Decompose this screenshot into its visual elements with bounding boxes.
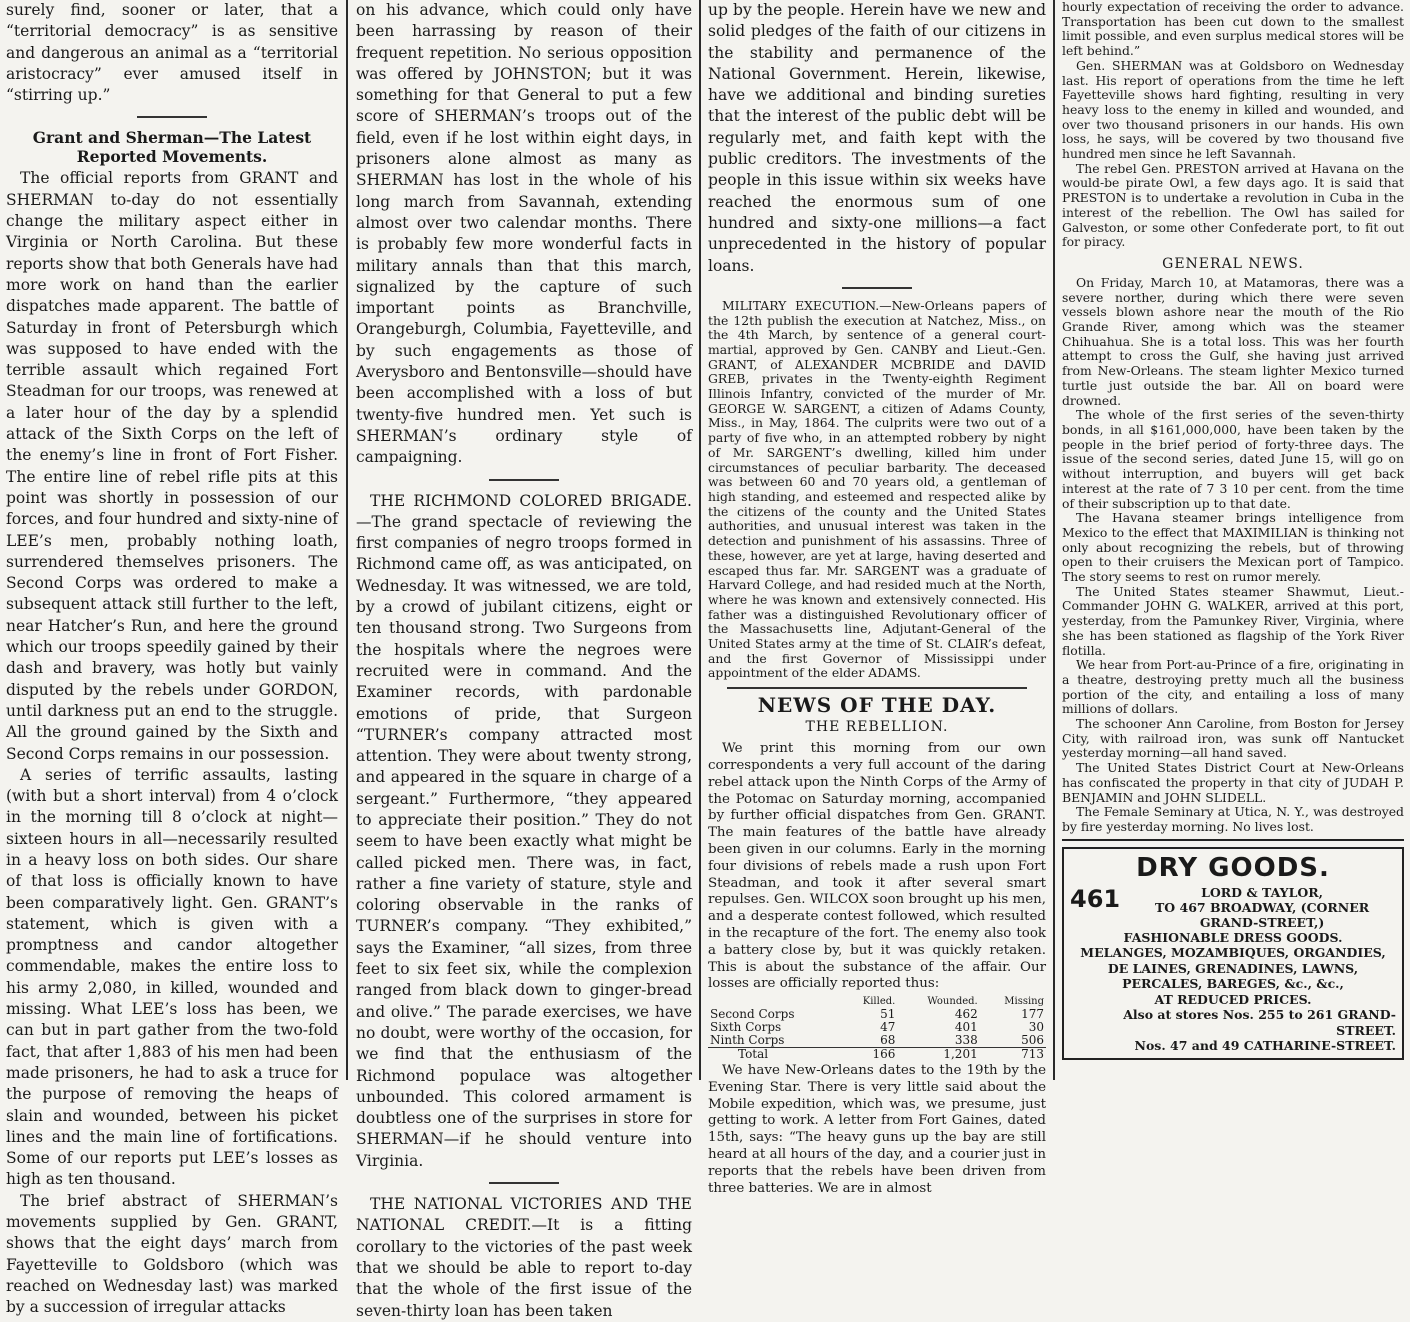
table-cell: Sixth Corps [710,1020,782,1035]
table-cell: 1,201 [897,1048,979,1062]
column-4 [1058,0,1408,1080]
paragraph: The United States District Court at New-Orleans has confiscated the property in that city of JUDAH P. BENJAMIN and JOHN SLIDELL. [1062,760,1404,805]
divider [842,287,912,289]
paragraph: We print this morning from our own correspondents a very full account of the daring rebel attack upon the Ninth Corps of the Army of the Potomac on Saturday morning, accompanied by further official dispatches from Gen. GRANT. The main features of the battle have already been given in our columns. Early in the morning four divisions of rebels made a rush upon Fort Steadman, and took it after several smart repulses. Gen. WILCOX soon brought up his men, and a desperate contest followed, which resulted in the recapture of the fort. The enemy also took a battery close by, but it was quickly retaken. This is about the substance of the affair. Our losses are officially reported thus: [708,741,1046,992]
column-2 [352,0,696,1320]
article-military-execution: MILITARY EXECUTION.—New-Orleans papers of the 12th publish the execution at Natchez, Miss., on the 4th March, by sentence of a general court-martial, approved by Gen. CANBY and Lieut.-Gen. GRANT, of ALEXANDER MCBRIDE and DAVID GREB, privates in the Twenty-eighth Regiment Illinois Infantry, convicted of the murder of Mr. GEORGE W. SARGENT, a citizen of Adams County, Miss., in May, 1864. The culprits were two out of a party of five who, in an attempted robbery by night of Mr. SARGENT’s dwelling, killed him under circumstances of peculiar barbarity. The deceased was between 60 and 70 years old, a gentleman of high standing, and esteemed and respected alike by the citizens of the county and the United States authorities, and unusual interest was taken in the detection and punishment of his assassins. Three of these, however, are yet at large, having deserted and escaped thus far. Mr. SARGENT was a graduate of Harvard College, and had resided much at the North, where he was known and extensively connected. His father was a distinguished Revolutionary officer of the Massachusetts line, Adjutant-General of the United States army at the time of St. CLAIR’s defeat, and the first Governor of Mississippi under appointment of the elder ADAMS. [708,297,1046,681]
column-1 [2,0,342,1317]
table-header-cell: Wounded. [927,996,978,1008]
table-cell: 713 [980,1048,1046,1062]
paragraph: The Havana steamer brings intelligence from Mexico to the effect that MAXIMILIAN is thinking not only about recognizing the rebels, but of throwing open to their cruisers the Mexican port of Tampico. The story seems to rest on rumor merely. [1062,510,1404,585]
paragraph: On Friday, March 10, at Matamoras, there was a severe norther, during which there were seven vessels blown ashore near the mouth of the Rio Grande River, among which was the steamer Chihuahua. She is a total loss. This was her fourth attempt to cross the Gulf, she having just arrived from New-Orleans. The steam lighter Mexico turned turtle just outside the bar. All on board were drowned. [1062,274,1404,408]
dry-goods-advertisement [1062,847,1404,1060]
table-cell: 51 [880,1007,896,1022]
paragraph: on his advance, which could only have been harrassing by reason of their frequent repetition. No serious opposition was offered by JOHNSTON; but it was something for that General to put a few score of SHERMAN’s troops out of the field, even if he lost within eight days, in prisoners alone almost as many as SHERMAN has lost in the whole of his long march from Savannah, extending almost over two calendar months. There is probably few more wonderful facts in military annals than that this march, signalized by the capture of such important points as Branchville, Orangeburgh, Columbia, Fayetteville, and by such engagements as those of Averysboro and Bentonsville—should have been accomplished with a loss of but twenty-five hundred men. Yet such is SHERMAN’s ordinary style of campaigning. [356,1,692,467]
paragraph: The Female Seminary at Utica, N. Y., was destroyed by fire yesterday morning. No lives lost. [1062,804,1404,834]
ad-line: FASHIONABLE DRESS GOODS. [1123,929,1343,945]
paragraph: We hear from Port-au-Prince of a fire, originating in a theatre, destroying pretty much all the business portion of the city, and entailing a loss of many millions of dollars. [1062,657,1404,717]
divider [489,1182,559,1184]
rebellion-subhead: THE REBELLION. [805,719,949,736]
table-cell: Ninth Corps [710,1033,785,1048]
divider [137,116,207,118]
table-cell: 177 [1021,1007,1044,1022]
table-header-cell: Missing [1004,996,1044,1008]
ad-header-row [1070,885,1396,930]
divider [727,687,1027,689]
table-cell: 68 [880,1033,896,1048]
ad-line: Nos. 47 and 49 CATHARINE-STREET. [1134,1038,1396,1054]
table-cell: 338 [954,1033,978,1048]
paragraph: up by the people. Herein have we new and solid pledges of the faith of our citizens in the stability and permanence of the National Government. Herein, likewise, have we additional and binding sureties that the interest of the public debt will be regularly met, and faith kept with the public creditors. The investments of the people in this issue within six weeks have reached the enormous sum of one hundred and sixty-one millions—a fact unprecedented in the history of popular loans. [708,1,1046,275]
intro-paragraph: surely find, sooner or later, that a “territorial democracy” is as sensitive and dangerous an animal as a “territorial aristocracy” ever amused itself in “stirring up.” [6,1,338,105]
table-cell: 47 [880,1020,896,1035]
column-rule [699,0,701,1080]
general-news-title: GENERAL NEWS. [1162,255,1304,272]
paragraph: Gen. SHERMAN was at Goldsboro on Wednesday last. His report of operations from the time he left Fayetteville shows hard fighting, resulting in very heavy loss to the enemy in killed and wounded, and over two thousand prisoners in our hands. His own loss, he says, will be covered by two thousand five hundred men since he left Savannah. [1062,57,1404,162]
table-row [708,1034,1046,1048]
column-3 [704,0,1050,1196]
paragraph: We have New-Orleans dates to the 19th by the Evening Star. There is very little said about the Mobile expedition, which was, we presume, just getting to work. A letter from Fort Gaines, dated 15th, says: “The heavy guns up the bay are still heard at all hours of the day, and a courier just in reports that the rebels have been driven from three batteries. We are in almost [708,1063,1046,1196]
ad-line: MELANGES, MOZAMBIQUES, ORGANDIES, DE LAINES, GRENADINES, LAWNS, PERCALES, BAREGES, &c., &c., [1080,945,1386,992]
paragraph: The rebel Gen. PRESTON arrived at Havana on the would-be pirate Owl, a few days ago. It is said that PRESTON is to undertake a revolution in Cuba in the interest of the rebellion. The Owl has sailed for Galveston, or some other Confederate port, to fit out for piracy. [1062,160,1404,250]
news-of-the-day-title: NEWS OF THE DAY. [757,693,997,718]
table-cell: 462 [954,1007,978,1022]
article-richmond-colored-brigade: THE RICHMOND COLORED BRIGADE.—The grand spectacle of reviewing the first companies of negro troops formed in Richmond came off, as was anticipated, on Wednesday. It was witnessed, we are told, by a crowd of jubilant citizens, eight or ten thousand strong. Two Surgeons from the hospitals where the negroes were recruited were in command. And the Examiner records, with pardonable emotions of pride, that Surgeon “TURNER’s company attracted most attention. They were about twenty strong, and appeared in the square in charge of a sergeant.” Furthermore, “they appeared to appreciate their position.” They do not seem to have been exactly what might be called picked men. There was, in fact, rather a fine variety of stature, style and coloring observable in the ranks of TURNER’s company. “They exhibited,” says the Examiner, “all sizes, from three feet to six feet six, while the complexion ranged from black down to ginger-bread and olive.” The parade exercises, we have no doubt, were worthy of the occasion, for we find that the enthusiasm of the Richmond populace was altogether unbounded. This colored armament is doubtless one of the surprises in store for SHERMAN—if he should venture into Virginia. [356,491,692,1170]
paragraph: hourly expectation of receiving the order to advance. Transportation has been cut down to the smallest limit possible, and even surplus medical stores will be left behind.” [1062,0,1404,59]
ad-title: DRY GOODS. [1136,852,1330,883]
paragraph: The official reports from GRANT and SHERMAN to-day do not essentially change the military aspect either in Virginia or North Carolina. But these reports show that both Generals have had more work on hand than the earlier dispatches made apparent. The battle of Saturday in front of Petersburgh which was supposed to have ended with the terrible assault which regained Fort Steadman for our troops, was renewed at a later hour of the day by a splendid attack of the Sixth Corps on the left of the enemy’s line in front of Fort Fisher. The entire line of rebel rifle pits at this point was shortly in possession of our forces, and four hundred and sixty-nine of LEE’s men, probably nothing loath, surrendered themselves prisoners. The Second Corps was ordered to make a subsequent attack still further to the left, near Hatcher’s Run, and here the ground which our troops speedily gained by their dash and bravery, was hotly but vainly disputed by the rebels under GORDON, until darkness put an end to the struggle. All the ground gained by the Sixth and Second Corps remains in our possession. [6,169,338,763]
paragraph: The whole of the first series of the seven-thirty bonds, in all $161,000,000, have been taken by the people in the brief period of forty-three days. The issue of the second series, dated June 15, will go on without interruption, and buyers will get back interest at the rate of 7 3 10 per cent. from the time of their subscription up to that date. [1062,407,1404,511]
divider [489,479,559,481]
headline-grant-sherman: Grant and Sherman—The Latest Reported Movements. [32,128,312,167]
ad-firm-block [1128,885,1396,930]
ad-firm-name: LORD & TAYLOR, [1201,884,1324,900]
column-rule [1053,0,1055,1080]
paragraph: A series of terrific assaults, lasting (with but a short interval) from 4 o’clock in the morning till 8 o’clock at night—sixteen hours in all—necessarily resulted in a heavy loss on both sides. Our share of that loss is officially known to have been comparatively light. Gen. GRANT’s statement, which is given with a promptness and candor altogether commendable, makes the entire loss to his army 2,080, in killed, wounded and missing. What LEE’s loss has been, we can but in part gather from the two-fold fact, that after 1,883 of his men had been made prisoners, he had to ask a truce for the purpose of removing the heaps of slain and wounded, between his picket lines and the main line of fortifications. Some of our reports put LEE’s losses as high as ten thousand. [6,765,338,1189]
column-rule [346,0,348,1080]
general-news-block [1062,0,1404,841]
table-cell: 30 [1028,1020,1044,1035]
table-cell: Second Corps [710,1007,795,1022]
paragraph: The United States steamer Shawmut, Lieut.-Commander JOHN G. WALKER, arrived at this port, yesterday, from the Pamunkey River, Virginia, where she has been stationed as flagship of the York River flotilla. [1062,583,1404,658]
table-cell: 506 [1021,1033,1044,1048]
ad-line: Also at stores Nos. 255 to 261 GRAND-STREET. [1123,1007,1396,1038]
table-cell: 166 [842,1048,897,1062]
paragraph: The schooner Ann Caroline, from Boston for Jersey City, with railroad iron, was sunk off Nantucket yesterday morning—all hand saved. [1062,716,1404,761]
ad-line: AT REDUCED PRICES. [1154,991,1312,1007]
paragraph: The brief abstract of SHERMAN’s movements supplied by Gen. GRANT, shows that the eight days’ march from Fayetteville to Goldsboro (which was reached on Wednesday last) was marked by a succession of irregular attacks [6,1191,338,1317]
ad-body [1070,930,1396,1054]
table-total-row [708,1048,1046,1062]
ad-address: TO 467 BROADWAY, (CORNER GRAND-STREET,) [1154,899,1370,930]
table-cell: 401 [954,1020,978,1035]
table-header-cell: Killed. [862,996,896,1008]
article-national-victories: THE NATIONAL VICTORIES AND THE NATIONAL CREDIT.—It is a fitting corollary to the victories of the past week that we should be able to report to-day that the whole of the first issue of the seven-thirty loan has been taken [356,1195,692,1320]
losses-table [708,995,1046,1061]
ad-street-number: 461 [1070,884,1121,913]
table-cell: Total [708,1048,842,1062]
